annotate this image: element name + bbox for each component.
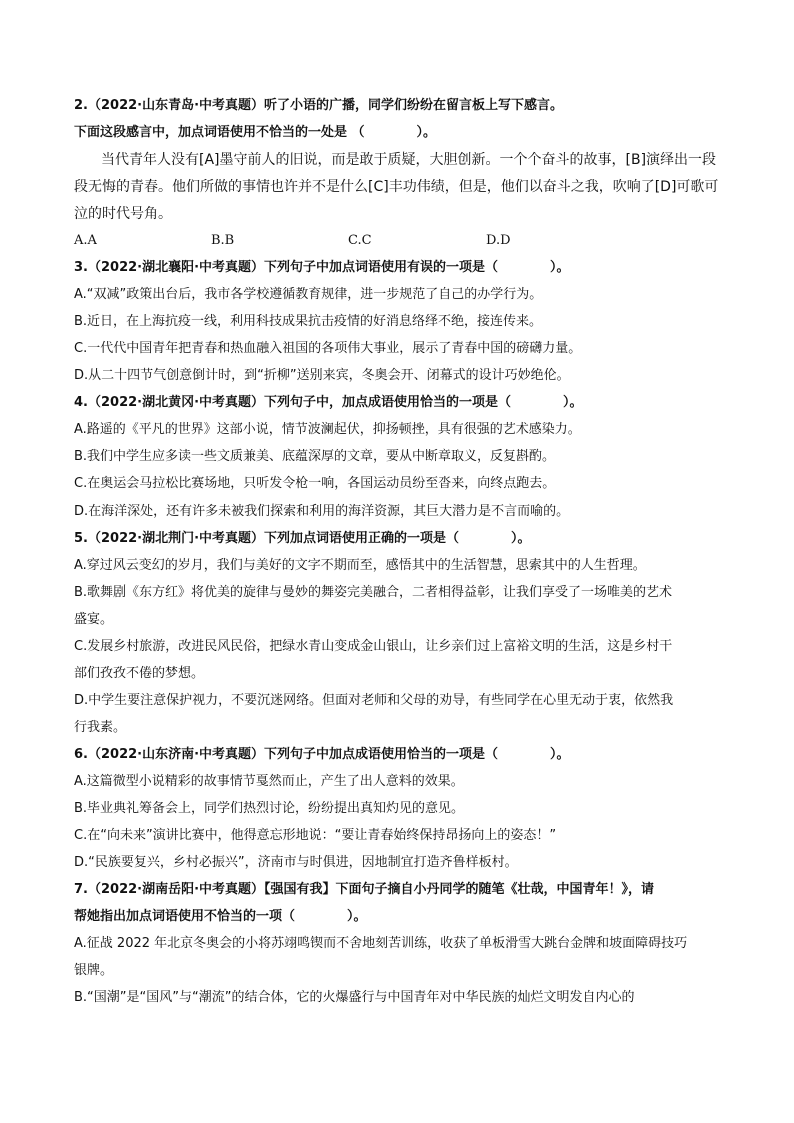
question-7-option-a-line-2: 银牌。 [74, 963, 114, 978]
question-5-option-c-line-1: C.发展乡村旅游，改进民风民俗，把绿水青山变成金山银山，让乡亲们过上富裕文明的生活，这是乡村干 [74, 639, 673, 654]
question-2-stem-line-1: 2.（2022·山东青岛·中考真题）听了小语的广播，同学们纷纷在留言板上写下感言。 [74, 98, 564, 113]
question-5-option-b-line-1: B.歌舞剧《东方红》将优美的旋律与曼妙的舞姿完美融合，二者相得益彰，让我们享受了一场唯美的艺术 [74, 585, 673, 600]
question-4-option-d: D.在海洋深处，还有许多未被我们探索和利用的海洋资源，其巨大潜力是不言而喻的。 [74, 504, 570, 519]
question-2-choice-a: A.A [74, 233, 97, 248]
question-7-stem-line-1: 7.（2022·湖南岳阳·中考真题）【强国有我】下面句子摘自小丹同学的随笔《壮哉，中国青年！》，请 [74, 882, 655, 897]
question-2-passage-line-2: 段无悔的青春。他们所做的事情也许并不是什么[C]丰功伟绩，但是，他们以奋斗之我，吹响了[D]可歌可 [74, 179, 719, 195]
question-7-option-a-line-1: A.征战 2022 年北京冬奥会的小将苏翊鸣锲而不舍地刻苦训练，收获了单板滑雪大跳台金牌和坡面障碍技巧 [74, 936, 688, 951]
question-2-passage-line-3: 泣的时代号角。 [74, 206, 172, 222]
question-3-stem: 3.（2022·湖北襄阳·中考真题）下列句子中加点词语使用有误的一项是（ ）。 [74, 260, 570, 275]
question-6-option-a: A.这篇微型小说精彩的故事情节戛然而止，产生了出人意料的效果。 [74, 774, 464, 789]
question-3-option-a: A.“双减”政策出台后，我市各学校遵循教育规律，进一步规范了自己的办学行为。 [74, 287, 543, 302]
question-5-stem: 5.（2022·湖北荆门·中考真题）下列加点词语使用正确的一项是（ ）。 [74, 531, 531, 546]
question-5-option-c-line-2: 部们孜孜不倦的梦想。 [74, 666, 205, 681]
question-6-option-c: C.在“向未来”演讲比赛中，他得意忘形地说：“要让青春始终保持昂扬向上的姿态！” [74, 828, 557, 843]
question-3-option-d: D.从二十四节气创意倒计时，到“折柳”送别来宾，冬奥会开、闭幕式的设计巧妙绝伦。 [74, 368, 570, 383]
question-7-option-b-line-1: B.“国潮”是“国风”与“潮流”的结合体，它的火爆盛行与中国青年对中华民族的灿烂文明发自内心的 [74, 990, 635, 1005]
question-4-option-b: B.我们中学生应多读一些文质兼美、底蕴深厚的文章，要从中断章取义，反复斟酌。 [74, 449, 556, 464]
question-5-option-a: A.穿过风云变幻的岁月，我们与美好的文字不期而至，感悟其中的生活智慧，思索其中的人生哲理。 [74, 558, 646, 573]
question-2-choice-d: D.D [486, 233, 511, 248]
question-5-option-d-line-2: 行我素。 [74, 720, 127, 735]
question-5-option-d-line-1: D.中学生要注意保护视力，不要沉迷网络。但面对老师和父母的劝导，有些同学在心里无动于衷，依然我 [74, 693, 674, 708]
question-7-stem-line-2: 帮她指出加点词语使用不恰当的一项（ ）。 [74, 909, 367, 924]
question-6-option-d: D.“民族要复兴，乡村必振兴”，济南市与时俱进，因地制宜打造齐鲁样板村。 [74, 855, 518, 870]
question-4-option-a: A.路遥的《平凡的世界》这部小说，情节波澜起伏，抑扬顿挫，具有很强的艺术感染力。 [74, 422, 581, 437]
question-2-choice-c: C.C [348, 233, 372, 248]
question-6-stem: 6.（2022·山东济南·中考真题）下列句子中加点成语使用恰当的一项是（ ）。 [74, 747, 570, 762]
question-4-stem: 4.（2022·湖北黄冈·中考真题）下列句子中，加点成语使用恰当的一项是（ ）。 [74, 395, 583, 410]
question-2-choice-b: B.B [211, 233, 235, 248]
question-6-option-b: B.毕业典礼筹备会上，同学们热烈讨论，纷纷提出真知灼见的意见。 [74, 801, 465, 816]
question-2-stem-line-2: 下面这段感言中，加点词语使用不恰当的一处是 （ ）。 [74, 125, 437, 140]
question-4-option-c: C.在奥运会马拉松比赛场地，只听发令枪一响，各国运动员纷至沓来，向终点跑去。 [74, 476, 556, 491]
question-3-option-c: C.一代代中国青年把青春和热血融入祖国的各项伟大事业，展示了青春中国的磅礴力量。 [74, 341, 582, 356]
question-3-option-b: B.近日，在上海抗疫一线，利用科技成果抗击疫情的好消息络绎不绝，接连传来。 [74, 314, 543, 329]
question-2-passage-line-1: 当代青年人没有[A]墨守前人的旧说，而是敢于质疑，大胆创新。一个个奋斗的故事，[B]演绎出一段 [101, 152, 717, 168]
question-5-option-b-line-2: 盛宴。 [74, 612, 114, 627]
